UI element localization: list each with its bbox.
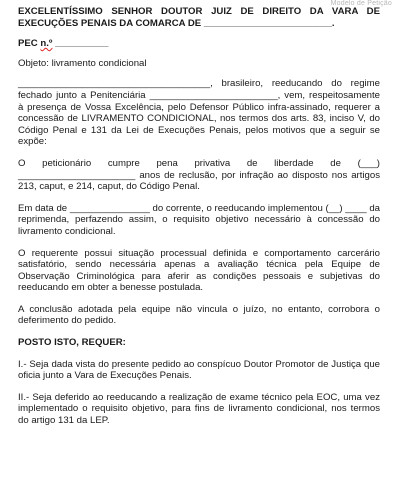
pec-label: PEC <box>18 38 41 50</box>
paragraph-situation: O requerente possui situação processual definida e comportamento carcerário satisfatório, sendo necessária apenas a avaliação técnica pela Equipe de Observação Criminológica para aferir as condições pessoais e subjetivas do reeducando em obter a benesse postulada. <box>18 247 380 294</box>
request-item-2: II.- Seja deferido ao reeducando a realização de exame técnico pela EOC, uma vez implementado o requisito objetivo, para fins de livramento condicional, nos termos do artigo 131 da LEP. <box>18 391 380 427</box>
paragraph-conclusion: A conclusão adotada pela equipe não vincula o juízo, no entanto, corrobora o deferimento do pedido. <box>18 303 380 327</box>
section-title: POSTO ISTO, REQUER: <box>18 337 126 349</box>
pec-line <box>18 38 380 50</box>
objeto-line: Objeto: livramento condicional <box>18 57 147 69</box>
document-heading: EXCELENTÍSSIMO SENHOR DOUTOR JUIZ DE DIREITO DA VARA DE EXECUÇÕES PENAIS DA COMARCA DE ________________________. <box>18 6 380 29</box>
paragraph-sentence: O peticionário cumpre pena privativa de liberdade de (___) ______________________ anos de reclusão, por infração ao disposto nos artigos 213, caput, e 214, caput, do Código Penal. <box>18 157 380 193</box>
request-item-1: I.- Seja dada vista do presente pedido ao conspícuo Doutor Promotor de Justiça que oficia junto a Vara de Execuções Penais. <box>18 358 380 382</box>
page-header-faded: Modelo de Petição <box>330 0 392 7</box>
pec-number-mark: n.º <box>40 38 53 50</box>
pec-blank: __________ <box>52 38 109 50</box>
paragraph-intro: ____________________________________, brasileiro, reeducando do regime fechado junto a Penitenciária ________________________, vem, respeitosamente à presença de Vossa Excelência, pelo Defensor Público infra-assinado, requerer a concessão de LIVRAMENTO CONDICIONAL, nos termos dos arts. 83, inciso V, do Código Penal e 131 da Lei de Execuções Penais, pelos motivos que a seguir se expõe: <box>18 78 380 148</box>
document-page <box>18 6 380 427</box>
paragraph-date: Em data de _______________ do corrente, o reeducando implementou (__) ____ da reprimenda, perfazendo assim, o requisito objetivo necessário à concessão do livramento condicional. <box>18 202 380 237</box>
